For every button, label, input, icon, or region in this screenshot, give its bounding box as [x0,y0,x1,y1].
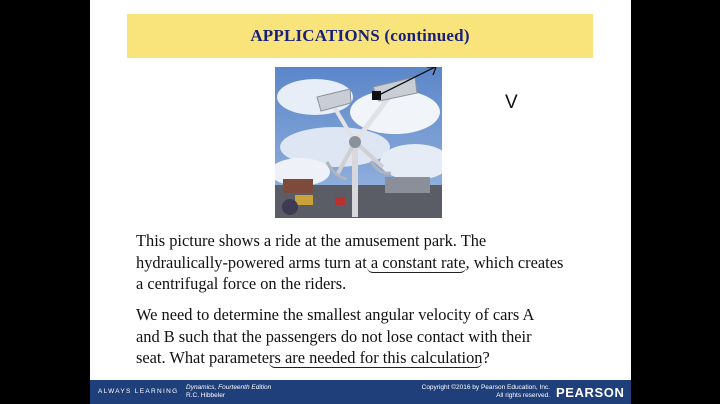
paragraph-1 [136,230,616,295]
paragraph-2-line-3 [136,347,616,369]
paragraph-1-line-2 [136,252,616,274]
copyright-notice [390,384,550,400]
copyright-line: Copyright ©2016 by Pearson Education, Inc. [421,384,550,391]
always-learning-tagline: ALWAYS LEARNING [98,388,179,395]
footer-bar [90,380,631,404]
paragraph-2-line-3-start: seat. What paramete [136,348,270,367]
ride-photo-illustration [275,67,442,218]
underlined-parameters-phrase: rs are needed for this calculation [269,348,483,367]
amusement-ride-photo [275,67,442,218]
slide [90,0,631,404]
paragraph-1-line-3: a centrifugal force on the riders. [136,274,347,293]
paragraph-2-line-3-end: ? [482,348,490,367]
book-title: Dynamics, Fourteenth Edition [186,384,272,391]
slide-title: APPLICATIONS (continued) [250,26,470,45]
rights-line: All rights reserved. [496,392,550,399]
book-author: R.C. Hibbeler [186,392,226,399]
paragraph-2-line-2: and B such that the passengers do not lose contact with their [136,326,532,346]
paragraph-1-line-1: This picture shows a ride at the amusement park. The [136,231,487,250]
underlined-constant-rate: a constant rate [366,252,466,272]
title-bar [127,14,593,58]
paragraph-1-line-2-start: hydraulically-powered arms turn at [136,252,367,272]
handwritten-check-mark: V [505,92,518,113]
pearson-logo: PEARSON [556,385,625,400]
book-citation [186,384,271,400]
paragraph-2-line-1: We need to determine the smallest angular velocity of cars A [136,305,535,324]
paragraph-1-line-2-end: , which creates [465,252,564,272]
paragraph-2 [136,304,616,369]
